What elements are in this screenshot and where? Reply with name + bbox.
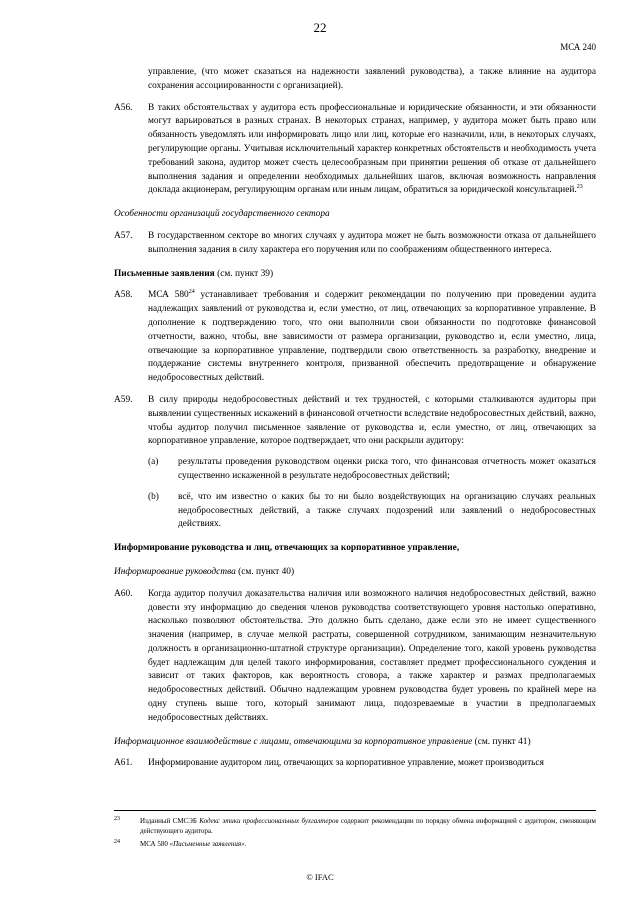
paragraph-text: В государственном секторе во многих случаях у аудитора может не быть возможности отказа от дальнейшего выполнения задания в силу характера его поручения или по соображениям общественного интереса. [148,230,596,255]
heading-title: Письменные заявления [114,268,215,279]
paragraph-a58 [114,289,596,386]
list-item-text: всё, что им известно о каких бы то ни было воздействующих на организацию случаях реальных недобросовестных действий, а также случаях подозрений или заявлений о недобросовестных действиях. [178,491,596,530]
paragraph-a56 [114,102,596,199]
copyright-footer: © IFAC [306,872,334,882]
paragraph-number: A56. [114,102,133,113]
footnote-ref-23: 23 [576,184,583,191]
paragraph-number: A58. [114,290,133,301]
footnotes [114,810,596,852]
section-heading-written-representations [114,268,596,282]
list-item [148,491,596,532]
footnote-title: Кодекс этики профессиональных бухгалтеров [199,817,339,825]
paragraph-text: В силу природы недобросовестных действий и тех трудностей, с которыми сталкиваются аудиторы при выявлении существенных искажений в финансовой отчетности вследствие недобросовестных действий, важно, чтобы аудитор получил письменное заявление от руководства и, если уместно, от лиц, отвечающих за корпоративное управление, которое подтверждает, что они раскрыли аудитору: [148,394,596,447]
paragraph-a57 [114,230,596,258]
paragraph-text-cont: устанавливает требования и содержит рекомендации по получению при проведении аудита надлежащих заявлений от руководства и, если уместно, от лиц, отвечающих за корпоративное управление. В дополнение к подтверждению того, что они выполнили свои обязанности по подготовке финансовой отчетности, важно, чтобы, вне зависимости от размера организации, руководство и, если уместно, лица, отвечающие за корпоративное управление, подтвердили свою ответственность за разработку, внедрение и поддержание системы внутреннего контроля, призванной обеспечить предотвращение и обнаружение недобросовестных действий. [148,290,596,384]
footnote-text-cont: содержит рекомендации по порядку обмена информацией с аудитором, сменяющим действующего аудитора. [140,817,596,835]
paragraph-a59 [114,394,596,532]
section-heading-public-sector: Особенности организаций государственного сектора [114,209,330,220]
footnote-23 [114,816,596,836]
paragraph-number: A60. [114,588,133,599]
heading-reference: (см. пункт 39) [214,268,274,279]
footnote-number: 23 [114,816,120,822]
footnote-text: МСА 580 [140,840,170,848]
footnote-text: Изданный СМСЭБ [140,817,200,825]
paragraph-number: A61. [114,758,133,769]
subsection-heading-management [114,566,596,580]
list-item-label: (a) [148,457,159,468]
heading-reference: (см. пункт 40) [235,566,295,577]
heading-title: Информирование руководства [114,566,236,577]
list-item-text: результаты проведения руководством оценки риска того, что финансовая отчетность может оказаться существенно искаженной в результате недобросовестных действий; [178,457,596,481]
footnote-title: «Письменные заявления» [169,840,245,848]
paragraph-text: В таких обстоятельствах у аудитора есть профессиональные и юридические обязанности, и эти обязанности могут варьироваться в разных странах. В некоторых странах, например, у аудитора может быть право или обязанность уведомлять или информировать лицо или лиц, которые его назначили, или, в некоторых случаях, регулирующие органы. Учитывая исключительный характер конкретных обстоятельств и необходимость учета требований закона, аудитор может счесть целесообразным при принятии решения об отказе от дальнейшего выполнения задания и определении необходимых дальнейших шагов, включая возможность направления доклада акционерам, регулирующим органам или иным лицам, обратиться за юридической консультацией. [148,102,596,196]
paragraph-a61 [114,757,596,771]
subsection-heading-tcwg [114,736,596,750]
paragraph-number: A57. [114,230,133,241]
footnote-ref-24: 24 [188,289,195,296]
page-number: 22 [313,20,327,35]
paragraph-text: МСА 580 [148,290,189,301]
paragraph-number: A59. [114,394,133,405]
document-code: МСА 240 [560,42,596,52]
paragraph-text: Когда аудитор получил доказательства наличия или возможного наличия недобросовестных действий, важно довести эту информацию до сведения членов руководства соответствующего уровня настолько оперативно, насколько позволяют обстоятельства. Это должно быть сделано, даже если это не имеет существенного значения (например, в случае мелкой растраты, совершенной сотрудником, занимающим незначительную должность в организационно-штатной структуре организации). Определение того, какой уровень руководства будет надлежащим для целей такого информирования, составляет предмет профессионального суждения и зависит от таких факторов, как вероятность сговора, а также характер и размах предполагаемых недобросовестных действий. Обычно надлежащим уровнем руководства будет уровень по крайней мере на одну ступень выше того, который занимают лица, подозреваемые в участии в предполагаемых недобросовестных действиях. [148,588,596,723]
section-heading-informing: Информирование руководства и лиц, отвечающих за корпоративное управление, [114,543,460,554]
footnote-24 [114,839,596,849]
paragraph-a60 [114,588,596,726]
heading-reference: (см. пункт 41) [472,736,531,747]
list-item-label: (b) [148,491,159,502]
heading-title: Информационное взаимодействие с лицами, отвечающими за корпоративное управление [114,736,473,747]
footnote-number: 24 [114,839,120,845]
list-item [148,456,596,484]
continued-paragraph: управление, (что может сказаться на надежности заявлений руководства), а также влияние на аудитора сохранения ассоциированности с организацией). [148,67,596,91]
paragraph-text: Информирование аудитором лиц, отвечающих за корпоративное управление, может производиться [148,758,544,769]
main-content [114,66,596,771]
footnote-text-cont: . [244,840,247,848]
